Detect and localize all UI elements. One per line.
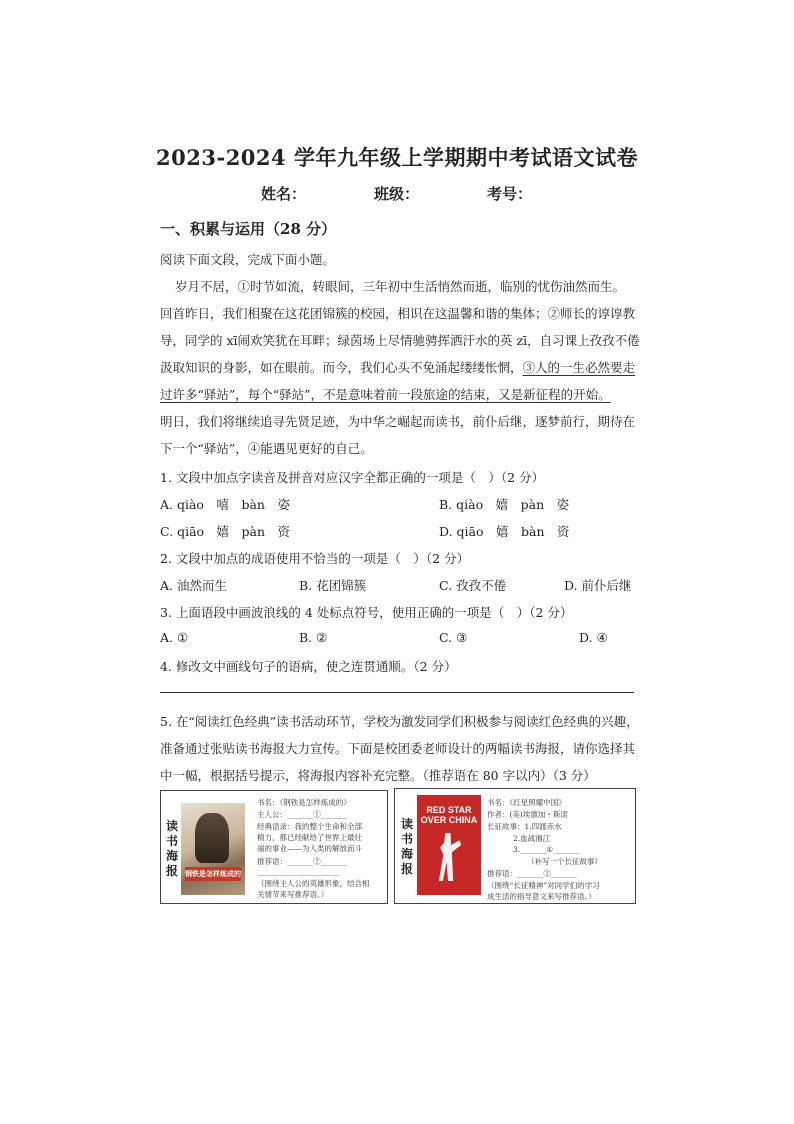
poster-line: 长征故事：1.四渡赤水 [487, 822, 562, 831]
cover-title [417, 805, 481, 825]
passage-line [160, 358, 635, 376]
exam-title: 2023-2024 学年九年级上学期期中考试语文试卷 [156, 145, 638, 170]
label-char: 海 [400, 847, 413, 861]
q1-option-c: C. qiāo 嬉 pàn 资 [160, 524, 291, 539]
cover-title-line: RED STAR [426, 805, 472, 815]
cover-title: 钢铁是怎样炼成的 [185, 867, 241, 881]
question-1-stem: 1. 文段中加点字读音及拼音对应汉字全都正确的一项是（ ）（2 分） [160, 470, 545, 485]
section-heading: 一、积累与运用（28 分） [160, 220, 337, 238]
answer-line[interactable] [160, 692, 634, 693]
q1-option-d: D. qiāo 嬉 bàn 资 [439, 524, 570, 539]
q2-option-a: A. 油然而生 [160, 578, 227, 593]
label-char: 读 [400, 817, 413, 831]
name-label: 姓名： [261, 185, 307, 203]
q2-option-b: B. 花团锦簇 [299, 578, 367, 593]
label-char: 海 [165, 849, 178, 863]
poster-line: 书名：《红星照耀中国》 [487, 798, 566, 807]
underlined-sentence: 过许多“驿站”，每个“驿站”，不是意味着前一段旅途的结束，又是新征程的开始。 [160, 387, 611, 402]
passage-segment: 汲取知识的身影，如在眼前。而今，我们心头不免涌起缕缕怅惘， [160, 360, 523, 375]
class-label: 班级： [374, 185, 420, 203]
underlined-sentence: ③人的一生必然要走 [522, 360, 636, 375]
poster-line: 精力，都已经献给了世界上最壮 [257, 833, 362, 842]
poster-line: （补写一个长征故事） [527, 857, 602, 866]
cover-title-line: OVER CHINA [420, 815, 478, 825]
poster-vertical-label [165, 819, 179, 879]
instruction: 阅读下面文段，完成下面小题。 [160, 252, 336, 267]
bugler-silhouette [435, 833, 461, 881]
book-cover-steel [181, 803, 245, 895]
poster-line: 书名：《钢铁是怎样炼成的》 [257, 798, 351, 807]
cover-figure [195, 813, 229, 863]
question-5-line: 准备通过张贴读书海报大力宣传。下面是校团委老师设计的两幅读书海报，请你选择其 [160, 741, 636, 756]
poster-line: 3._______①_______ [513, 845, 580, 854]
question-4-stem: 4. 修改文中画线句子的语病，使之连贯通顺。（2 分） [160, 659, 457, 674]
poster-line: 主人公：_______①_______ [257, 810, 347, 819]
question-5-line: 5. 在“阅读红色经典”读书活动环节，学校为激发同学们积极参与阅读红色经典的兴趣， [160, 714, 639, 729]
passage-line: 导，同学的 xī闹欢笑犹在耳畔；绿茵场上尽情驰骋挥洒汗水的英 zī，自习课上孜孜不倦 [160, 333, 640, 348]
poster-line: （围绕“长征精神”对同学们的学习 [487, 881, 600, 890]
q3-option-d: D. ④ [579, 630, 608, 645]
question-3-stem: 3. 上面语段中画波浪线的 4 处标点符号，使用正确的一项是（ ）（2 分） [160, 605, 573, 620]
q2-option-c: C. 孜孜不倦 [439, 578, 507, 593]
q2-option-d: D. 前仆后继 [564, 578, 632, 593]
poster-line: 2.血战湘江 [513, 834, 551, 843]
label-char: 报 [400, 862, 413, 876]
poster-line: 成生活的指导意义来写推荐语。） [487, 892, 596, 901]
q3-option-b: B. ② [299, 630, 328, 645]
label-char: 书 [165, 834, 178, 848]
poster-line: 经典语录：我的整个生命和全部 [257, 822, 362, 831]
poster-line: 关情节来写推荐语。） [257, 890, 329, 899]
poster-line: 丽的事业——为人类的解放而斗 [257, 844, 362, 853]
q3-option-a: A. ① [160, 630, 189, 645]
poster-vertical-label [400, 817, 414, 877]
book-cover-red-star [417, 795, 481, 895]
label-char: 书 [400, 832, 413, 846]
poster-line: 推荐语：_______②_______ [487, 869, 577, 878]
passage-line: 明日，我们将继续追寻先贤足迹，为中华之崛起而读书，前仆后继，逐梦前行，期待在 [160, 414, 636, 429]
passage-line: 下一个“驿站”，④能遇见更好的自己。 [160, 441, 373, 456]
q3-option-c: C. ③ [439, 630, 468, 645]
q1-option-b: B. qiào 嬉 pàn 姿 [439, 497, 570, 512]
poster-line: 推荐语：_______②_______ [257, 857, 347, 866]
label-char: 报 [165, 864, 178, 878]
number-label: 考号： [487, 185, 533, 203]
passage-line: 岁月不居，①时节如流，转眼间，三年初中生活悄然而逝，临别的忧伤油然而生。 [175, 279, 626, 294]
poster-line: ______________________ [257, 867, 340, 876]
poster-line: 作者：(美)埃德加・斯诺 [487, 810, 568, 819]
q1-option-a: A. qiào 嘻 bàn 姿 [160, 497, 290, 512]
poster-line: （围绕主人公的英雄形象，结合相 [257, 879, 370, 888]
question-5-line: 中一幅，根据括号提示，将海报内容补充完整。（推荐语在 80 字以内）（3 分） [160, 768, 596, 783]
question-2-stem: 2. 文段中加点的成语使用不恰当的一项是（ ）（2 分） [160, 551, 470, 566]
passage-line: 回首昨日，我们相聚在这花团锦簇的校园，相识在这温馨和谐的集体；②师长的谆谆教 [160, 306, 636, 321]
reading-poster-2 [394, 788, 636, 904]
label-char: 读 [165, 819, 178, 833]
reading-poster-1 [160, 790, 388, 904]
